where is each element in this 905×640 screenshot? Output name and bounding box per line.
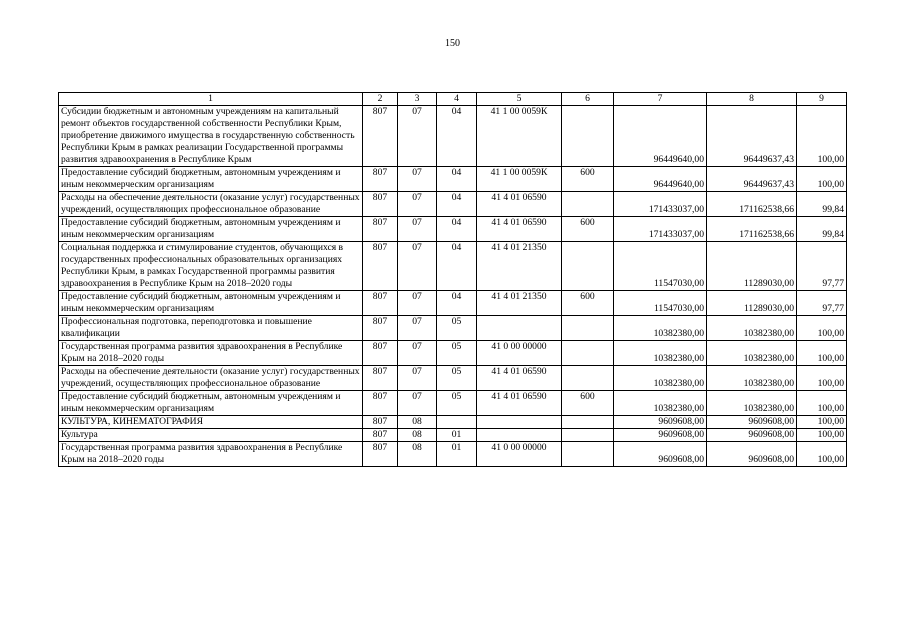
section-code-cell: 07 (398, 106, 437, 167)
department-code-cell: 807 (363, 242, 398, 291)
target-article-cell: 41 1 00 0059К (477, 167, 562, 192)
table-row (59, 429, 847, 442)
subsection-code-cell: 01 (437, 429, 477, 442)
expense-type-cell (562, 416, 614, 429)
header-cell: 8 (707, 93, 797, 106)
subsection-code-cell: 04 (437, 291, 477, 316)
target-article-cell (477, 416, 562, 429)
department-code-cell: 807 (363, 192, 398, 217)
expense-name-cell: Расходы на обеспечение деятельности (оказание услуг) государственных учреждений, осуществляющих профессиональное образование (59, 366, 363, 391)
section-code-cell: 07 (398, 291, 437, 316)
expense-name-cell: Государственная программа развития здравоохранения в Республике Крым на 2018–2020 годы (59, 341, 363, 366)
execution-percent-cell: 100,00 (797, 341, 847, 366)
table-row (59, 242, 847, 291)
actual-amount-cell: 10382380,00 (707, 391, 797, 416)
section-code-cell: 07 (398, 192, 437, 217)
target-article-cell (477, 429, 562, 442)
section-code-cell: 07 (398, 217, 437, 242)
department-code-cell: 807 (363, 341, 398, 366)
target-article-cell: 41 4 01 21350 (477, 242, 562, 291)
execution-percent-cell: 100,00 (797, 391, 847, 416)
expense-name-cell: Предоставление субсидий бюджетным, автономным учреждениям и иным некоммерческим организациям (59, 167, 363, 192)
department-code-cell: 807 (363, 416, 398, 429)
execution-percent-cell: 100,00 (797, 416, 847, 429)
table-row (59, 341, 847, 366)
subsection-code-cell (437, 416, 477, 429)
actual-amount-cell: 9609608,00 (707, 429, 797, 442)
section-code-cell: 08 (398, 416, 437, 429)
subsection-code-cell: 04 (437, 167, 477, 192)
actual-amount-cell: 10382380,00 (707, 316, 797, 341)
subsection-code-cell: 05 (437, 366, 477, 391)
header-cell: 1 (59, 93, 363, 106)
table-row (59, 106, 847, 167)
target-article-cell: 41 1 00 0059К (477, 106, 562, 167)
target-article-cell: 41 4 01 06590 (477, 391, 562, 416)
expense-type-cell (562, 341, 614, 366)
actual-amount-cell: 10382380,00 (707, 366, 797, 391)
planned-amount-cell: 10382380,00 (614, 391, 707, 416)
execution-percent-cell: 97,77 (797, 242, 847, 291)
execution-percent-cell: 100,00 (797, 316, 847, 341)
expense-type-cell: 600 (562, 391, 614, 416)
planned-amount-cell: 96449640,00 (614, 106, 707, 167)
planned-amount-cell: 9609608,00 (614, 429, 707, 442)
header-cell: 4 (437, 93, 477, 106)
header-cell: 5 (477, 93, 562, 106)
target-article-cell: 41 4 01 06590 (477, 192, 562, 217)
target-article-cell: 41 4 01 06590 (477, 366, 562, 391)
planned-amount-cell: 9609608,00 (614, 416, 707, 429)
table-row (59, 291, 847, 316)
expense-type-cell (562, 192, 614, 217)
subsection-code-cell: 04 (437, 242, 477, 291)
expense-type-cell: 600 (562, 291, 614, 316)
department-code-cell: 807 (363, 167, 398, 192)
target-article-cell: 41 4 01 06590 (477, 217, 562, 242)
expense-type-cell (562, 242, 614, 291)
department-code-cell: 807 (363, 291, 398, 316)
planned-amount-cell: 171433037,00 (614, 192, 707, 217)
table-row (59, 416, 847, 429)
execution-percent-cell: 100,00 (797, 429, 847, 442)
expense-type-cell (562, 366, 614, 391)
section-code-cell: 07 (398, 242, 437, 291)
actual-amount-cell: 11289030,00 (707, 291, 797, 316)
budget-table (58, 92, 847, 467)
actual-amount-cell: 9609608,00 (707, 416, 797, 429)
target-article-cell: 41 0 00 00000 (477, 341, 562, 366)
subsection-code-cell: 04 (437, 217, 477, 242)
section-code-cell: 07 (398, 366, 437, 391)
header-cell: 3 (398, 93, 437, 106)
execution-percent-cell: 100,00 (797, 442, 847, 467)
department-code-cell: 807 (363, 429, 398, 442)
execution-percent-cell: 99,84 (797, 217, 847, 242)
table-row (59, 391, 847, 416)
actual-amount-cell: 171162538,66 (707, 217, 797, 242)
department-code-cell: 807 (363, 391, 398, 416)
target-article-cell: 41 4 01 21350 (477, 291, 562, 316)
table-row (59, 366, 847, 391)
header-cell: 9 (797, 93, 847, 106)
table-row (59, 442, 847, 467)
expense-name-cell: Субсидии бюджетным и автономным учреждениям на капитальный ремонт объектов государственной собственности Республики Крым, приобретение движимого имущества в государственную собственность Республики Крым в рамках реализации Государственной программы развития здравоохранения в Республике Крым (59, 106, 363, 167)
execution-percent-cell: 97,77 (797, 291, 847, 316)
target-article-cell (477, 316, 562, 341)
department-code-cell: 807 (363, 316, 398, 341)
subsection-code-cell: 04 (437, 106, 477, 167)
expense-type-cell (562, 429, 614, 442)
planned-amount-cell: 10382380,00 (614, 341, 707, 366)
department-code-cell: 807 (363, 217, 398, 242)
expense-type-cell (562, 316, 614, 341)
section-code-cell: 07 (398, 391, 437, 416)
subsection-code-cell: 05 (437, 391, 477, 416)
header-cell: 2 (363, 93, 398, 106)
table-row (59, 167, 847, 192)
section-code-cell: 07 (398, 316, 437, 341)
section-code-cell: 07 (398, 167, 437, 192)
target-article-cell: 41 0 00 00000 (477, 442, 562, 467)
department-code-cell: 807 (363, 366, 398, 391)
expense-name-cell: Расходы на обеспечение деятельности (оказание услуг) государственных учреждений, осуществляющих профессиональное образование (59, 192, 363, 217)
execution-percent-cell: 100,00 (797, 167, 847, 192)
expense-type-cell (562, 106, 614, 167)
planned-amount-cell: 10382380,00 (614, 366, 707, 391)
actual-amount-cell: 11289030,00 (707, 242, 797, 291)
planned-amount-cell: 10382380,00 (614, 316, 707, 341)
department-code-cell: 807 (363, 442, 398, 467)
planned-amount-cell: 11547030,00 (614, 242, 707, 291)
expense-name-cell: Культура (59, 429, 363, 442)
actual-amount-cell: 9609608,00 (707, 442, 797, 467)
planned-amount-cell: 9609608,00 (614, 442, 707, 467)
actual-amount-cell: 96449637,43 (707, 106, 797, 167)
header-cell: 7 (614, 93, 707, 106)
actual-amount-cell: 171162538,66 (707, 192, 797, 217)
expense-name-cell: Социальная поддержка и стимулирование студентов, обучающихся в государственных профессиональных образовательных организациях Республики Крым, в рамках Государственной программы развития здравоохранения в Республике Крым на 2018–2020 годы (59, 242, 363, 291)
subsection-code-cell: 01 (437, 442, 477, 467)
planned-amount-cell: 96449640,00 (614, 167, 707, 192)
section-code-cell: 08 (398, 442, 437, 467)
expense-type-cell: 600 (562, 167, 614, 192)
subsection-code-cell: 05 (437, 341, 477, 366)
department-code-cell: 807 (363, 106, 398, 167)
expense-type-cell (562, 442, 614, 467)
section-code-cell: 07 (398, 341, 437, 366)
actual-amount-cell: 96449637,43 (707, 167, 797, 192)
subsection-code-cell: 04 (437, 192, 477, 217)
execution-percent-cell: 100,00 (797, 366, 847, 391)
expense-name-cell: Предоставление субсидий бюджетным, автономным учреждениям и иным некоммерческим организациям (59, 291, 363, 316)
section-code-cell: 08 (398, 429, 437, 442)
execution-percent-cell: 99,84 (797, 192, 847, 217)
expense-name-cell: Государственная программа развития здравоохранения в Республике Крым на 2018–2020 годы (59, 442, 363, 467)
subsection-code-cell: 05 (437, 316, 477, 341)
actual-amount-cell: 10382380,00 (707, 341, 797, 366)
page-number: 150 (445, 38, 460, 49)
expense-name-cell: Предоставление субсидий бюджетным, автономным учреждениям и иным некоммерческим организациям (59, 391, 363, 416)
expense-name-cell: Предоставление субсидий бюджетным, автономным учреждениям и иным некоммерческим организациям (59, 217, 363, 242)
table-body (59, 106, 847, 467)
execution-percent-cell: 100,00 (797, 106, 847, 167)
planned-amount-cell: 171433037,00 (614, 217, 707, 242)
expense-name-cell: КУЛЬТУРА, КИНЕМАТОГРАФИЯ (59, 416, 363, 429)
planned-amount-cell: 11547030,00 (614, 291, 707, 316)
expense-type-cell: 600 (562, 217, 614, 242)
table-row (59, 316, 847, 341)
table-row (59, 217, 847, 242)
expense-name-cell: Профессиональная подготовка, переподготовка и повышение квалификации (59, 316, 363, 341)
table-row (59, 192, 847, 217)
table-header-row (59, 93, 847, 106)
header-cell: 6 (562, 93, 614, 106)
